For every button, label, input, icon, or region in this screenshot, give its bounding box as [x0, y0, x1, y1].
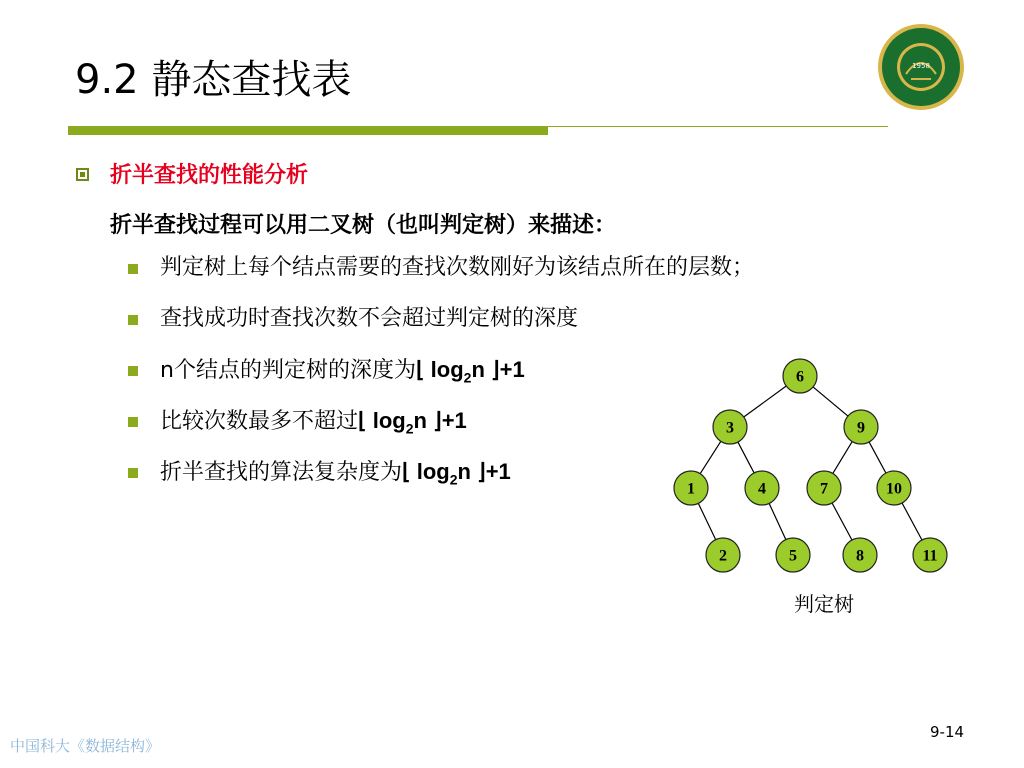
tree-node-label: 7 — [820, 480, 828, 498]
university-logo — [876, 22, 966, 112]
list-item — [128, 252, 754, 284]
intro-text: 折半查找过程可以用二叉树（也叫判定树）来描述： — [110, 213, 617, 238]
tree-node — [807, 471, 841, 505]
plus-one: +1 — [485, 459, 511, 484]
tree-edge — [698, 503, 715, 539]
tree-node-label: 11 — [922, 547, 938, 565]
page-number: 9-14 — [930, 723, 965, 741]
bullet-text: 判定树上每个结点需要的查找次数刚好为该结点所在的层数； — [160, 255, 755, 280]
square-bullet-icon — [128, 417, 138, 427]
math-expression — [358, 408, 467, 437]
tree-node-label: 2 — [719, 547, 727, 565]
log-arg: n — [471, 357, 485, 382]
floor-open: ⌊ — [415, 357, 425, 382]
tree-node — [913, 538, 947, 572]
square-bullet-icon — [128, 366, 138, 376]
tree-node-label: 10 — [886, 480, 902, 498]
log-text: log — [430, 357, 464, 382]
floor-close: ⌋ — [491, 357, 500, 382]
bullet-text: 比较次数最多不超过 — [160, 409, 359, 434]
tree-node — [776, 538, 810, 572]
tree-edge — [744, 386, 787, 417]
tree-node-label: 4 — [758, 480, 766, 498]
tree-node — [843, 538, 877, 572]
tree-node-label: 9 — [857, 419, 865, 437]
tree-edge — [869, 442, 886, 473]
floor-open: ⌊ — [358, 408, 367, 433]
log-arg: n — [457, 459, 471, 484]
tree-edge — [832, 503, 852, 540]
log-base: 2 — [449, 471, 458, 488]
tree-node-label: 8 — [856, 547, 864, 565]
title-rule-thin — [548, 126, 888, 127]
tree-edge — [769, 503, 786, 539]
tree-edge — [738, 442, 754, 473]
tree-node-label: 6 — [796, 368, 804, 386]
tree-node — [877, 471, 911, 505]
tree-node — [844, 410, 878, 444]
decision-tree-diagram — [660, 352, 960, 620]
floor-open: ⌊ — [402, 459, 411, 484]
tree-caption: 判定树 — [794, 592, 854, 616]
log-base: 2 — [405, 420, 414, 437]
section-heading: 折半查找的性能分析 — [110, 163, 309, 188]
floor-close: ⌋ — [433, 408, 442, 433]
plus-one: +1 — [441, 408, 467, 433]
tree-node — [745, 471, 779, 505]
tree-edge — [813, 387, 848, 416]
floor-close: ⌋ — [477, 459, 486, 484]
bullet-text: 折半查找的算法复杂度为 — [160, 460, 403, 485]
tree-edge — [700, 441, 721, 473]
tree-node — [674, 471, 708, 505]
math-expression — [402, 459, 511, 488]
list-item — [128, 303, 754, 335]
log-base: 2 — [463, 369, 472, 386]
log-text: log — [372, 408, 406, 433]
tree-node-label: 3 — [726, 419, 734, 437]
tree-node-label: 5 — [789, 547, 797, 565]
math-expression — [415, 357, 525, 386]
log-arg: n — [413, 408, 427, 433]
plus-one: +1 — [499, 357, 525, 382]
tree-edge — [833, 442, 852, 474]
bullet-text: 查找成功时查找次数不会超过判定树的深度 — [160, 306, 579, 331]
footer-course-title: 中国科大《数据结构》 — [10, 737, 161, 755]
tree-edge — [902, 503, 922, 540]
square-bullet-icon — [128, 468, 138, 478]
log-text: log — [416, 459, 450, 484]
slide-title: 9.2 静态查找表 — [75, 57, 352, 103]
title-rule-thick — [68, 126, 548, 135]
square-bullet-icon — [128, 315, 138, 325]
tree-node — [783, 359, 817, 393]
main-bullet-icon — [76, 168, 89, 181]
tree-node — [706, 538, 740, 572]
logo-year: 1958 — [912, 62, 930, 70]
square-bullet-icon — [128, 264, 138, 274]
tree-node-label: 1 — [687, 480, 695, 498]
bullet-text: n个结点的判定树的深度为 — [160, 358, 416, 383]
tree-node — [713, 410, 747, 444]
